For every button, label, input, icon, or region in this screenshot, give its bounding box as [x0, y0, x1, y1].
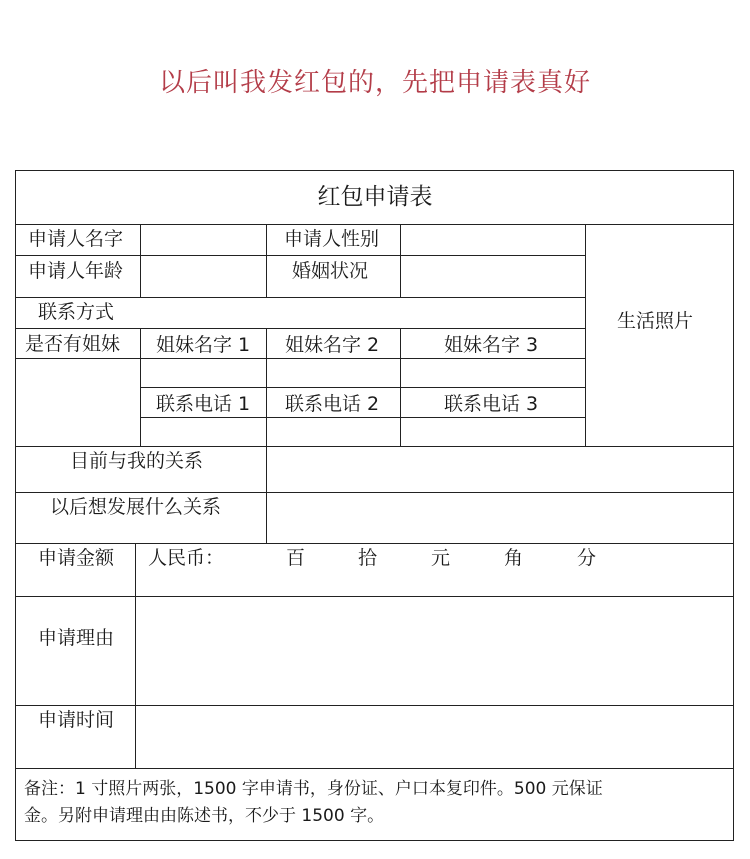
applicant-age-label: 申请人年龄	[28, 260, 124, 282]
form-note	[24, 776, 724, 830]
row-line	[15, 596, 734, 597]
column-line	[400, 328, 401, 446]
row-line	[15, 705, 734, 706]
row-line	[15, 543, 734, 544]
has-sisters-label: 是否有姐妹	[25, 333, 121, 355]
column-line	[140, 328, 141, 446]
note-line-2: 金。另附申请理由由陈述书，不少于 1500 字。	[24, 806, 385, 826]
column-line	[266, 224, 267, 297]
table-border-top	[15, 170, 734, 171]
row-line	[15, 358, 585, 359]
reason-label: 申请理由	[38, 627, 115, 649]
applicant-name-label: 申请人名字	[28, 228, 124, 250]
life-photo-label: 生活照片	[617, 310, 694, 332]
currency-label: 人民币：	[148, 547, 225, 569]
sister-phone-3-label: 联系电话 3	[444, 393, 539, 415]
amount-unit-jiao: 角	[504, 547, 524, 569]
applicant-gender-label: 申请人性别	[284, 228, 380, 250]
row-line	[15, 768, 734, 769]
headline: 以后叫我发红包的，先把申请表真好	[158, 68, 591, 98]
sister-phone-2-label: 联系电话 2	[285, 393, 380, 415]
table-border-bottom	[15, 840, 734, 841]
table-border-right	[733, 170, 734, 840]
table-border-left	[15, 170, 16, 840]
note-line-1: 备注：1 寸照片两张，1500 字申请书，身份证、户口本复印件。500 元保证	[24, 779, 603, 799]
row-line	[15, 297, 585, 298]
row-line	[15, 446, 734, 447]
amount-unit-yuan: 元	[431, 547, 451, 569]
time-label: 申请时间	[38, 709, 115, 731]
row-line	[140, 387, 585, 388]
amount-label: 申请金额	[38, 547, 115, 569]
sister-name-1-label: 姐妹名字 1	[156, 334, 251, 356]
sister-phone-1-label: 联系电话 1	[156, 393, 251, 415]
current-relation-label: 目前与我的关系	[70, 450, 204, 472]
amount-unit-tens: 拾	[358, 547, 378, 569]
amount-unit-hundreds: 百	[286, 547, 306, 569]
marital-status-label: 婚姻状况	[292, 260, 369, 282]
column-line	[135, 543, 136, 768]
column-line	[266, 446, 267, 543]
row-line	[15, 328, 585, 329]
row-line	[15, 224, 734, 225]
row-line	[15, 492, 734, 493]
column-line	[266, 328, 267, 446]
sister-name-3-label: 姐妹名字 3	[444, 334, 539, 356]
column-line	[400, 224, 401, 297]
row-line	[140, 417, 585, 418]
sister-name-2-label: 姐妹名字 2	[285, 334, 380, 356]
column-line	[140, 224, 141, 297]
column-line	[585, 224, 586, 446]
contact-label: 联系方式	[38, 301, 115, 323]
future-relation-label: 以后想发展什么关系	[50, 496, 222, 518]
form-title: 红包申请表	[317, 184, 433, 210]
row-line	[15, 255, 585, 256]
amount-unit-fen: 分	[577, 547, 597, 569]
